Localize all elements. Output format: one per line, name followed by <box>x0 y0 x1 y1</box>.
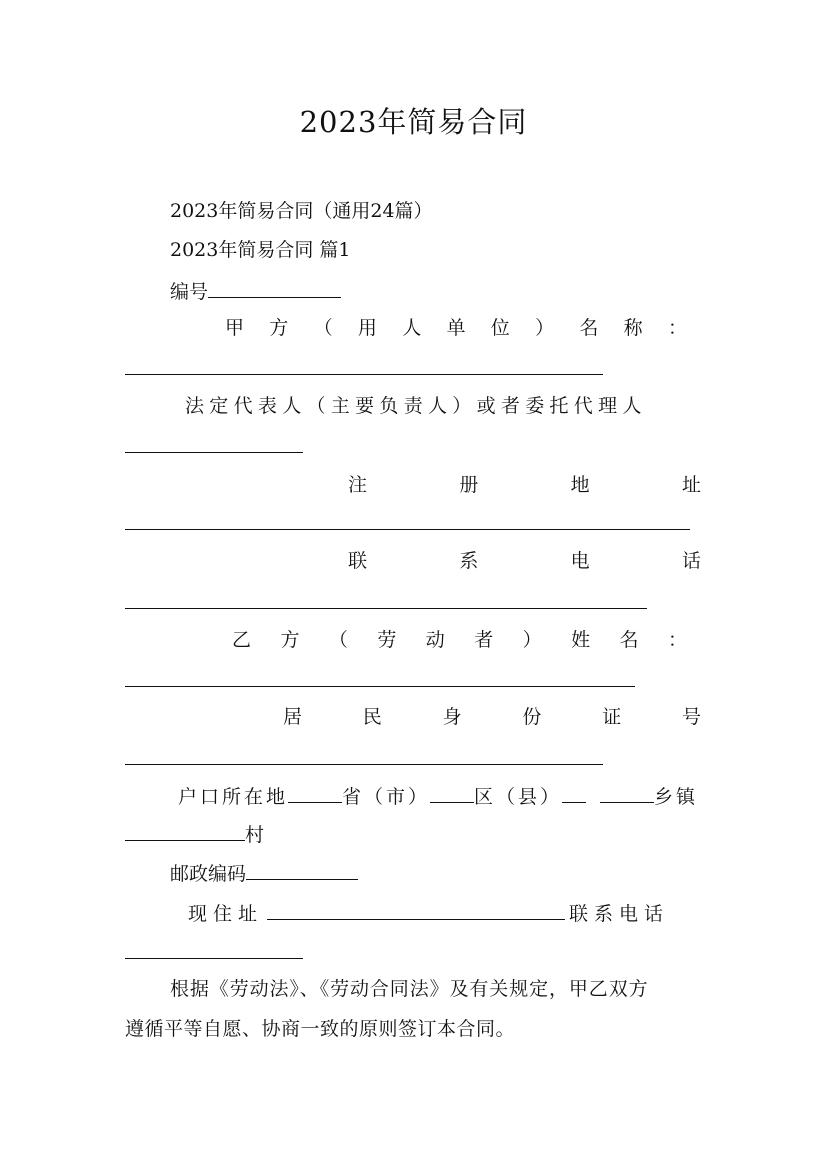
phone-b-label: 联系电话 <box>569 903 670 925</box>
address-row <box>188 899 669 927</box>
party-a-name-label: 甲 方 （ 用 人 单 位 ） 名 称 ： <box>225 317 687 339</box>
postcode-label: 邮政编码 <box>170 863 247 885</box>
party-b-name-label: 乙 方 （ 劳 动 者 ） 姓 名 ： <box>232 629 687 651</box>
party-b-name-blank <box>125 686 635 687</box>
town-blank <box>600 782 654 803</box>
district-label: 区（县） <box>474 786 563 808</box>
document-title: 2023年简易合同 <box>299 105 528 139</box>
address-blank <box>267 899 565 920</box>
phone-a-label: 联 系 电 话 <box>348 550 701 572</box>
number-label: 编号 <box>170 281 209 303</box>
party-a-name-blank <box>125 374 603 375</box>
legal-rep-label: 法定代表人（主要负责人）或者委托代理人 <box>185 395 647 417</box>
town-label: 乡镇 <box>654 786 699 808</box>
province-label: 省（市） <box>342 786 431 808</box>
id-number-label: 居 民 身 份 证 号 <box>283 706 701 728</box>
village-blank <box>125 820 245 841</box>
body-paragraph-line-1: 根据《劳动法》、《劳动合同法》及有关规定，甲乙双方 <box>170 978 649 1000</box>
phone-b-blank <box>125 958 303 959</box>
hukou-label: 户口所在地 <box>178 786 289 808</box>
phone-a-blank <box>125 608 647 609</box>
village-row <box>125 820 264 848</box>
district-blank-1 <box>430 782 474 803</box>
reg-address-blank <box>125 529 690 530</box>
subtitle: 2023年简易合同（通用24篇） <box>170 200 433 222</box>
address-label: 现住址 <box>188 903 264 925</box>
legal-rep-blank <box>125 452 303 453</box>
reg-address-label: 注 册 地 址 <box>348 474 701 496</box>
body-paragraph-line-2: 遵循平等自愿、协商一致的原则签订本合同。 <box>125 1018 516 1040</box>
number-blank <box>208 277 341 298</box>
postcode-row <box>170 859 358 887</box>
id-number-blank <box>125 764 603 765</box>
hukou-row <box>178 782 698 810</box>
village-label: 村 <box>245 824 265 846</box>
section-heading: 2023年简易合同 篇1 <box>170 239 351 261</box>
district-blank-2 <box>562 782 586 803</box>
province-blank <box>288 782 342 803</box>
number-row <box>170 277 341 305</box>
postcode-blank <box>246 859 358 880</box>
